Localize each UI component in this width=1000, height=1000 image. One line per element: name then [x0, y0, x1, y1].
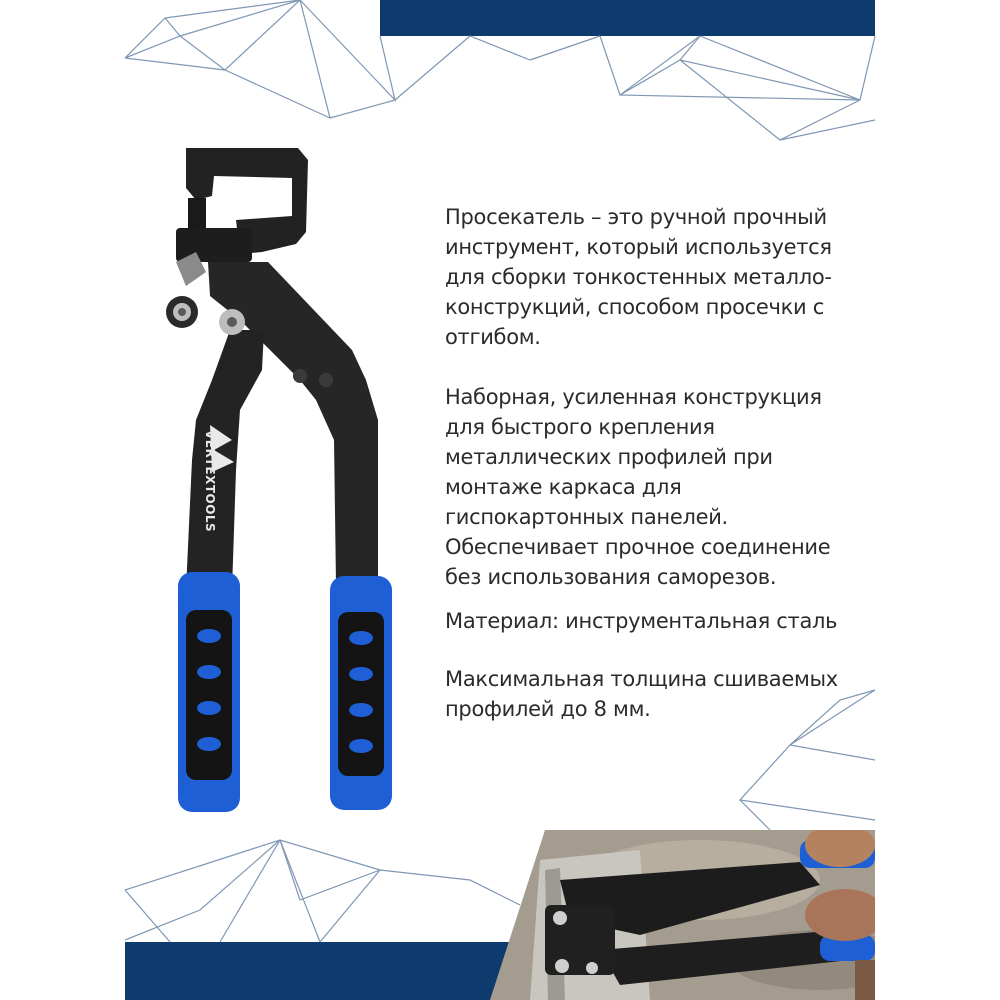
- construction-text: Наборная, усиленная конструкция для быстрого крепления металлических профилей при монтаже каркаса для гиспокартонных панелей. Обеспечивает прочное соединение без использования саморезов.: [445, 385, 831, 589]
- material-text: Материал: инструментальная сталь: [445, 609, 838, 633]
- thickness-text: Максимальная толщина сшиваемых профилей до 8 мм.: [445, 667, 838, 721]
- tool-brand-text: VERTEXTOOLS: [203, 430, 217, 533]
- intro-text: Просекатель – это ручной прочный инструмент, который используется для сборки тонкостенных металло-конструкций, способом просечки с отгибом.: [445, 205, 832, 349]
